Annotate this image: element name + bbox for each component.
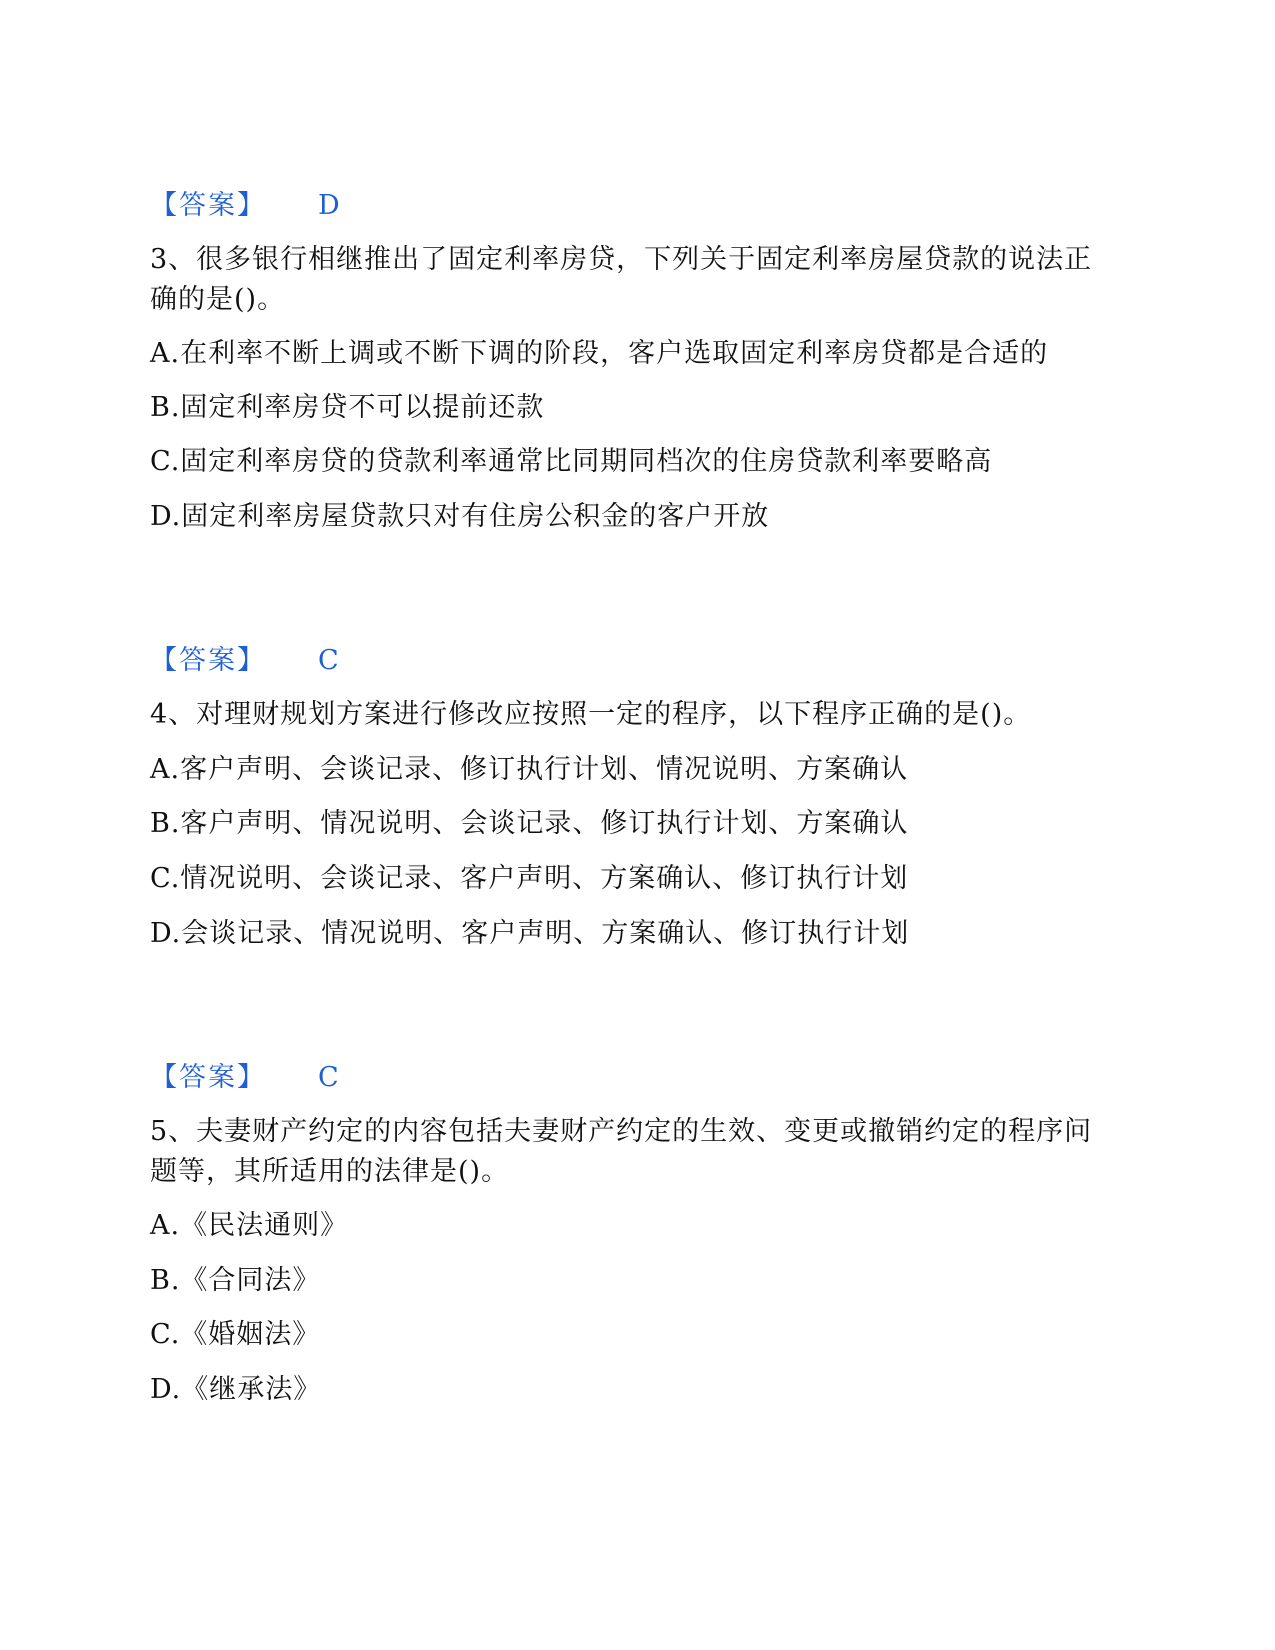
question-4-option-d: D.会谈记录、情况说明、客户声明、方案确认、修订执行计划 [150, 918, 910, 949]
question-3-option-b: B.固定利率房贷不可以提前还款 [150, 392, 545, 423]
answer-tag: 【答案】 [150, 645, 266, 676]
answer-line-2 [150, 186, 340, 226]
question-4-option-a: A.客户声明、会谈记录、修订执行计划、情况说明、方案确认 [150, 754, 909, 785]
question-5-option-c: C.《婚姻法》 [150, 1319, 321, 1350]
question-5-stem: 5、夫妻财产约定的内容包括夫妻财产约定的生效、变更或撤销约定的程序问题等，其所适用的法律是()。 [150, 1116, 1093, 1187]
question-3-option-d: D.固定利率房屋贷款只对有住房公积金的客户开放 [150, 501, 770, 532]
answer-value: D [318, 190, 340, 221]
question-4-option-b: B.客户声明、情况说明、会谈记录、修订执行计划、方案确认 [150, 808, 909, 839]
answer-tag: 【答案】 [150, 1062, 266, 1093]
answer-line-3 [150, 641, 339, 681]
question-5-option-b: B.《合同法》 [150, 1265, 321, 1296]
answer-tag: 【答案】 [150, 190, 266, 221]
question-4-option-c: C.情况说明、会谈记录、客户声明、方案确认、修订执行计划 [150, 863, 909, 894]
question-5-option-d: D.《继承法》 [150, 1374, 322, 1405]
question-5-option-a: A.《民法通则》 [150, 1210, 349, 1241]
answer-line-4 [150, 1058, 339, 1098]
question-3-option-c: C.固定利率房贷的贷款利率通常比同期同档次的住房贷款利率要略高 [150, 446, 993, 477]
question-3-stem: 3、很多银行相继推出了固定利率房贷，下列关于固定利率房屋贷款的说法正确的是()。 [150, 244, 1093, 315]
answer-value: C [318, 645, 339, 676]
answer-value: C [318, 1062, 339, 1093]
question-3-option-a: A.在利率不断上调或不断下调的阶段，客户选取固定利率房贷都是合适的 [150, 338, 1049, 369]
question-4-stem: 4、对理财规划方案进行修改应按照一定的程序，以下程序正确的是()。 [150, 699, 1032, 730]
